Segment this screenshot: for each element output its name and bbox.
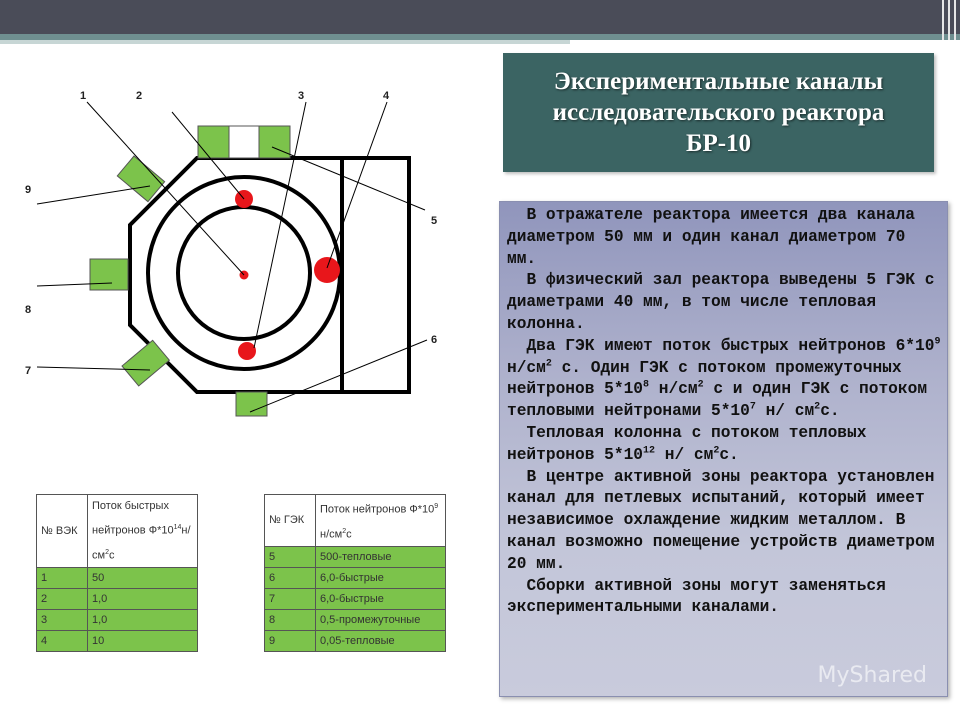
description-paragraph: В отражателе реактора имеется два канала диаметром 50 мм и один канал диаметром 70 мм. bbox=[507, 206, 916, 268]
table-row bbox=[37, 568, 198, 589]
label-1: 1 bbox=[80, 90, 87, 102]
table-row bbox=[37, 610, 198, 631]
description-text bbox=[507, 205, 943, 619]
channel-number-cell: 9 bbox=[265, 631, 316, 652]
table-row bbox=[37, 631, 198, 652]
flux-value-cell: 6,0-быстрые bbox=[316, 589, 446, 610]
label-9: 9 bbox=[25, 184, 32, 196]
label-8: 8 bbox=[25, 304, 32, 316]
corner-decoration bbox=[938, 0, 960, 40]
table-row bbox=[265, 610, 446, 631]
description-panel bbox=[499, 201, 948, 697]
top-stripe-light bbox=[0, 40, 570, 44]
channel-number-cell: 4 bbox=[37, 631, 88, 652]
channel-number-cell: 6 bbox=[265, 568, 316, 589]
thermal-column-block bbox=[342, 158, 409, 392]
table-row bbox=[37, 589, 198, 610]
flux-value-cell: 1,0 bbox=[88, 610, 198, 631]
flux-value-cell: 500-тепловые bbox=[316, 547, 446, 568]
table-row bbox=[265, 631, 446, 652]
channel-3-marker bbox=[238, 342, 256, 360]
header-flux-cell: Поток быстрых нейтронов $Ф*10^{14}н/см^2с$ bbox=[88, 495, 198, 568]
flux-value-cell: 10 bbox=[88, 631, 198, 652]
header-number-cell: № ВЭК bbox=[37, 495, 88, 568]
gek-table bbox=[264, 494, 446, 652]
label-2: 2 bbox=[136, 90, 143, 102]
flux-value-cell: 0,5-промежуточные bbox=[316, 610, 446, 631]
header-number-cell: № ГЭК bbox=[265, 495, 316, 547]
title-box bbox=[503, 53, 934, 172]
description-paragraph: Сборки активной зоны могут заменяться экспериментальными каналами. bbox=[507, 576, 886, 617]
channel-number-cell: 1 bbox=[37, 568, 88, 589]
top-decorative-bar bbox=[0, 0, 960, 34]
channel-5-top-left bbox=[198, 126, 229, 158]
label-3: 3 bbox=[298, 90, 305, 102]
slide-title: Экспериментальные каналы исследовательского реактора БР-10 bbox=[552, 68, 885, 157]
flux-value-cell: 0,05-тепловые bbox=[316, 631, 446, 652]
table-header-row bbox=[265, 495, 446, 547]
channel-number-cell: 2 bbox=[37, 589, 88, 610]
watermark-logo: MyShared bbox=[817, 663, 927, 688]
channel-number-cell: 8 bbox=[265, 610, 316, 631]
vek-table bbox=[36, 494, 198, 652]
table-header-row bbox=[37, 495, 198, 568]
reactor-diagram bbox=[0, 80, 480, 420]
flux-value-cell: 6,0-быстрые bbox=[316, 568, 446, 589]
leader-line-9 bbox=[37, 186, 150, 204]
description-paragraph: Тепловая колонна с потоком тепловых нейтронов $5*10^{12}$ н/ $см^2с$. bbox=[507, 423, 867, 464]
label-7: 7 bbox=[25, 365, 32, 377]
channel-6 bbox=[236, 392, 267, 416]
description-paragraph: Два ГЭК имеют поток быстрых нейтронов $6*10^9$ $н/см^2$ с. Один ГЭК с потоком промежуточных нейтронов $5*10^8$ $н/см^2$ с и один ГЭК с потоком тепловыми нейтронами $5*10^7$ н/ $см^2с$. bbox=[507, 336, 941, 421]
channel-number-cell: 3 bbox=[37, 610, 88, 631]
flux-value-cell: 1,0 bbox=[88, 589, 198, 610]
label-6: 6 bbox=[431, 334, 438, 346]
table-row bbox=[265, 589, 446, 610]
table-row bbox=[265, 568, 446, 589]
channel-4-marker bbox=[314, 257, 340, 283]
label-4: 4 bbox=[383, 90, 390, 102]
channel-number-cell: 7 bbox=[265, 589, 316, 610]
label-5: 5 bbox=[431, 215, 438, 227]
channel-5-top-right bbox=[259, 126, 290, 158]
table-row bbox=[265, 547, 446, 568]
channel-5-top-gap bbox=[229, 126, 259, 158]
description-paragraph: В центре активной зоны реактора установлен канал для петлевых испытаний, который имеет независимое охлаждение жидким металлом. В канал возможно помещение устройств диаметром 20 мм. bbox=[507, 467, 935, 573]
channel-8 bbox=[90, 259, 128, 290]
flux-value-cell: 50 bbox=[88, 568, 198, 589]
description-paragraph: В физический зал реактора выведены 5 ГЭК с диаметрами 40 мм, в том числе тепловая колонна. bbox=[507, 271, 935, 333]
channel-number-cell: 5 bbox=[265, 547, 316, 568]
header-flux-cell: Поток нейтронов $Ф*10^9$ $н/см^2с$ bbox=[316, 495, 446, 547]
